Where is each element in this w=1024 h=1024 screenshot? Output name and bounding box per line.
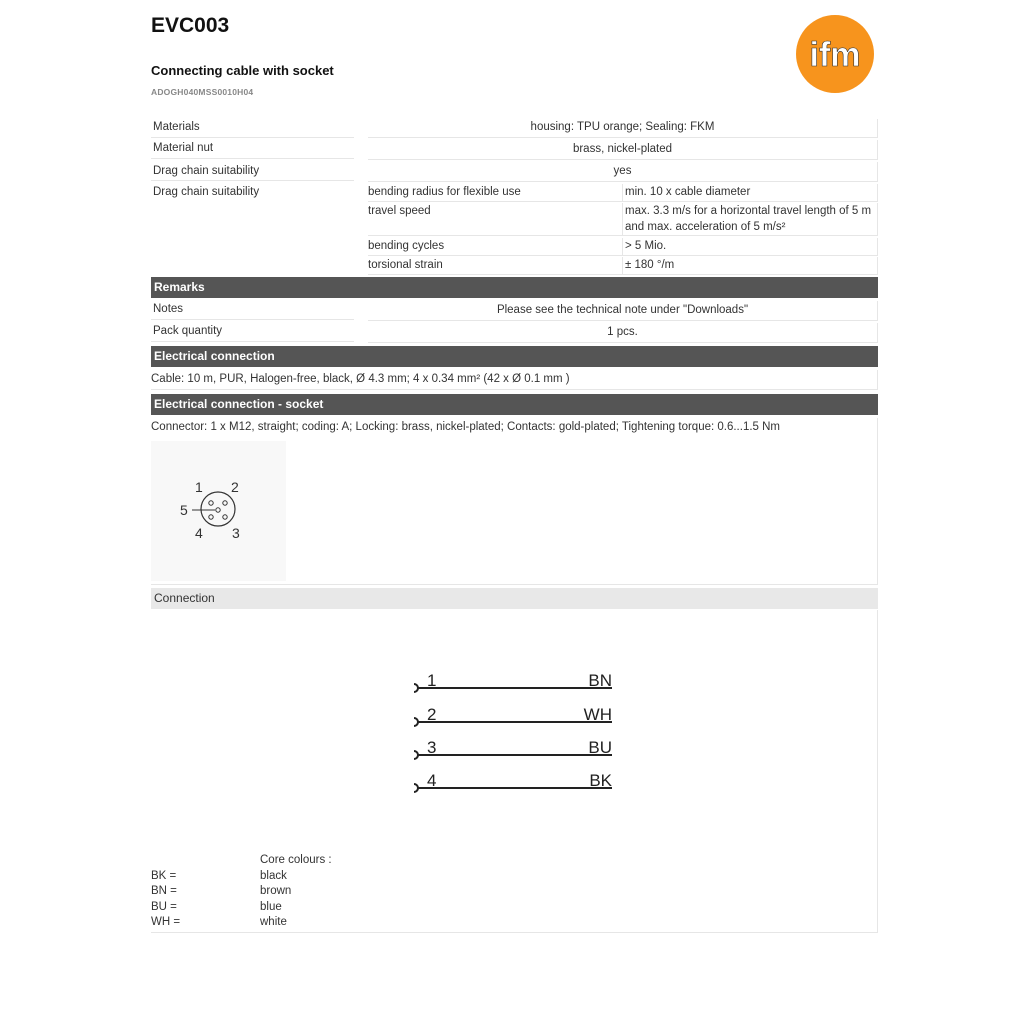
wire-color: BU [588, 738, 612, 757]
drag-chain-key: bending cycles [368, 238, 622, 256]
colour-name: brown [260, 885, 292, 897]
wire-pin: 1 [427, 671, 437, 690]
drag-chain-value: min. 10 x cable diameter [622, 184, 878, 202]
page-title: EVC003 [151, 14, 230, 37]
wire-pin: 2 [427, 705, 437, 724]
pin-diagram [151, 441, 286, 581]
colour-code: BU = [151, 901, 177, 913]
logo-text: ifm [809, 36, 861, 74]
drag-chain-label: Drag chain suitability [153, 186, 260, 198]
drag-chain-value: > 5 Mio. [622, 238, 878, 256]
drag-chain-value: ± 180 °/m [622, 257, 878, 275]
drag-chain-value: max. 3.3 m/s for a horizontal travel length of 5 m and max. acceleration of 5 m/s² [622, 203, 878, 236]
remarks-label: Notes [151, 301, 354, 320]
wire-pin: 3 [427, 738, 437, 757]
drag-chain-key: travel speed [368, 203, 622, 236]
spec-value: yes [368, 162, 878, 182]
connection-heading: Connection [151, 588, 878, 609]
article-number: ADOGH040MSS0010H04 [151, 87, 254, 97]
electrical-connection-heading: Electrical connection [151, 346, 878, 367]
pin-label: 4 [195, 525, 203, 541]
ifm-logo [795, 14, 875, 94]
wire-pin: 4 [427, 771, 437, 790]
colour-code: BN = [151, 885, 177, 897]
pin-label: 3 [232, 525, 240, 541]
socket-heading: Electrical connection - socket [151, 394, 878, 415]
colour-code: WH = [151, 916, 181, 928]
drag-chain-key: bending radius for flexible use [368, 184, 622, 202]
wire-color: BN [588, 671, 612, 690]
colour-name: black [260, 870, 287, 882]
spec-label: Drag chain suitability [151, 162, 354, 181]
colour-code: BK = [151, 870, 177, 882]
pin-label: 2 [231, 479, 239, 495]
remarks-heading: Remarks [151, 277, 878, 298]
pin-label: 1 [195, 479, 203, 495]
cable-description: Cable: 10 m, PUR, Halogen-free, black, Ø 4.3 mm; 4 x 0.34 mm² (42 x Ø 0.1 mm ) [151, 370, 878, 390]
wire-color: WH [583, 705, 612, 724]
connector-description: Connector: 1 x M12, straight; coding: A; Locking: brass, nickel-plated; Contacts: gold-plated; Tightening torque: 0.6...1.5 Nm [151, 418, 878, 585]
drag-chain-key: torsional strain [368, 257, 622, 275]
colour-name: blue [260, 901, 282, 913]
colour-name: white [260, 916, 287, 928]
core-colours-heading: Core colours : [260, 854, 332, 866]
remarks-label: Pack quantity [151, 323, 354, 342]
pin-label: 5 [180, 502, 188, 518]
spec-value: housing: TPU orange; Sealing: FKM [368, 119, 878, 138]
spec-label: Materials [151, 119, 354, 138]
spec-label: Material nut [151, 140, 354, 159]
remarks-value: 1 pcs. [368, 323, 878, 343]
wiring-diagram [405, 665, 620, 805]
wire-color: BK [589, 771, 612, 790]
product-subtitle: Connecting cable with socket [151, 63, 334, 78]
remarks-value: Please see the technical note under "Downloads" [368, 301, 878, 321]
spec-value: brass, nickel-plated [368, 140, 878, 160]
